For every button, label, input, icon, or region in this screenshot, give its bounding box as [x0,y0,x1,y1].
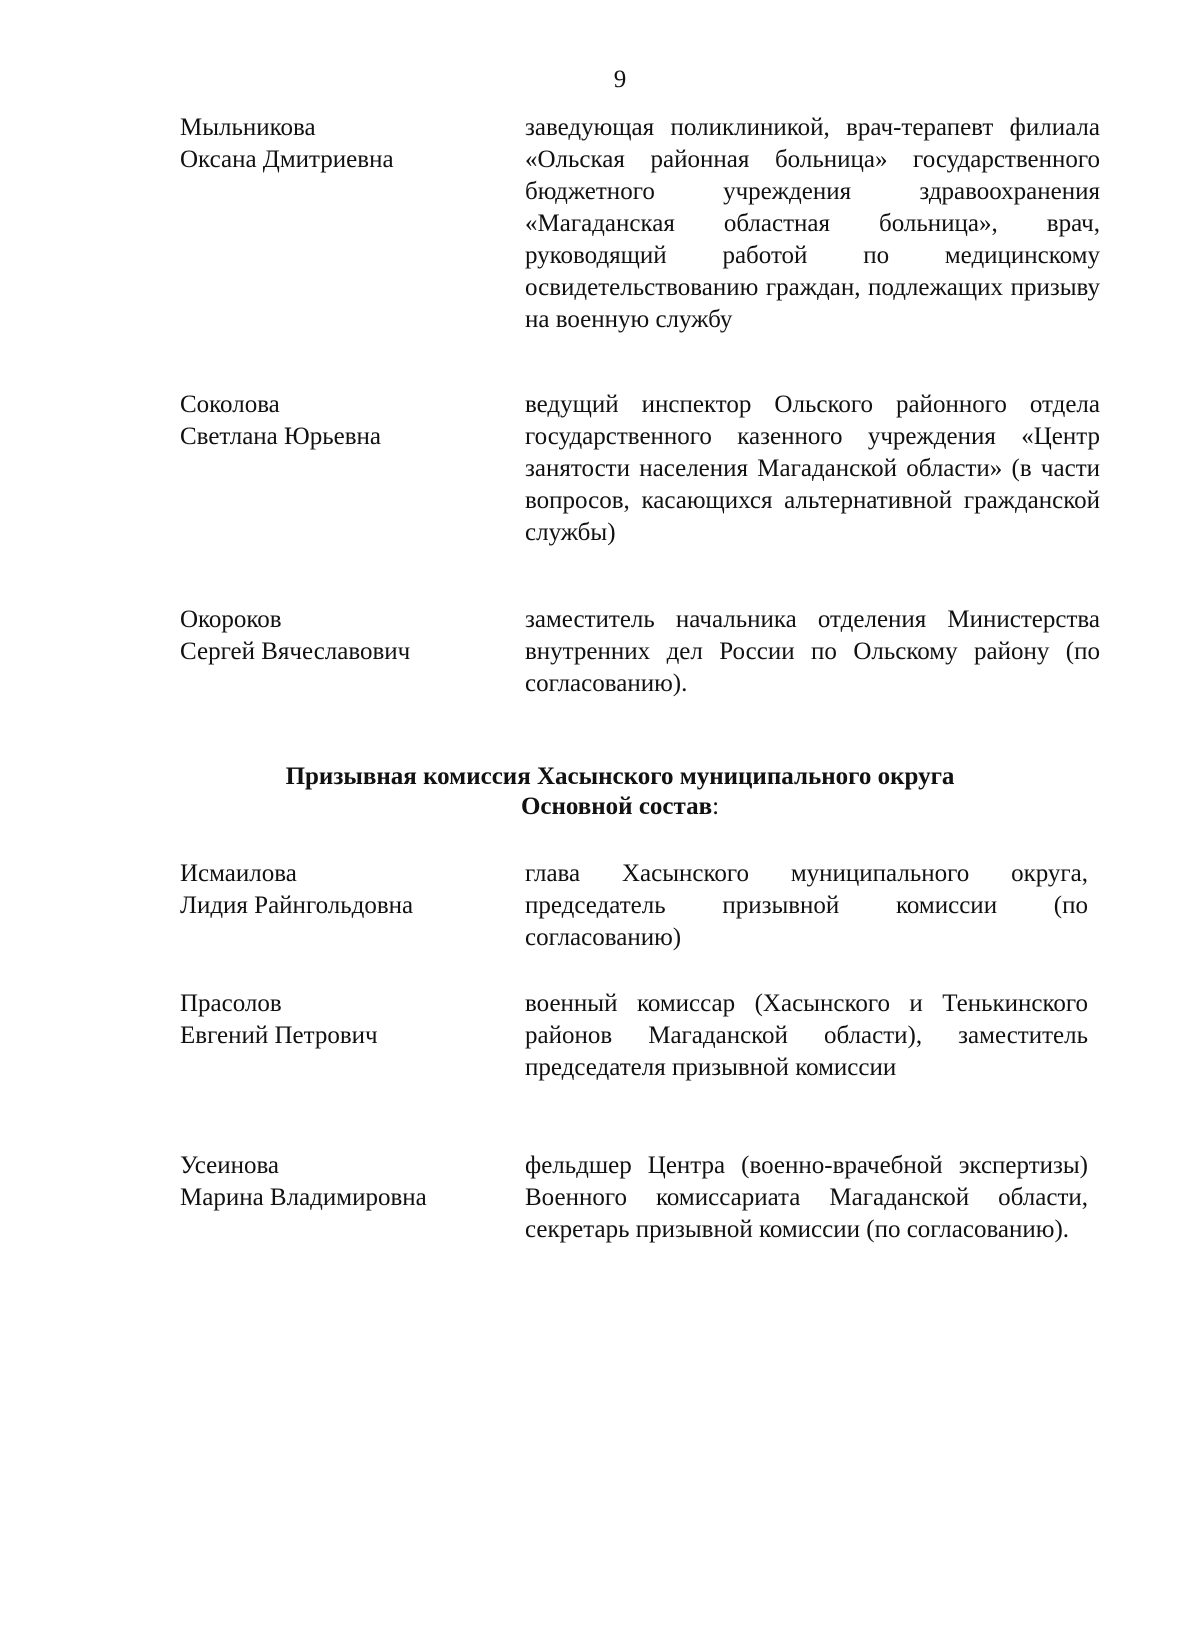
member-surname: Прасолов [180,990,282,1017]
page-number: 9 [613,66,627,93]
section-subtitle-colon: : [712,793,720,820]
section-heading [0,762,1200,822]
member-surname: Исмаилова [180,860,297,887]
member-entry [180,389,1100,549]
member-surname: Усеинова [180,1152,280,1179]
member-position: глава Хасынского муниципального округа, председатель призывной комиссии (по согласованию) [525,860,1088,951]
member-position: заведующая поликлиникой, врач-терапевт филиала «Ольская районная больница» государственного бюджетного учреждения здравоохранения «Магаданская областная больница», врач, руководящий работой по медицинскому освидетельствованию граждан, подлежащих призыву на военную службу [525,114,1100,333]
member-position: фельдшер Центра (военно-врачебной экспертизы) Военного комиссариата Магаданской области, секретарь призывной комиссии (по согласованию). [525,1152,1088,1243]
member-surname: Мыльникова [180,114,316,141]
member-given-names: Евгений Петрович [180,1022,378,1049]
member-name [180,858,525,954]
section-title: Призывная комиссия Хасынского муниципального округа [285,763,955,790]
member-entry [180,112,1100,336]
member-name [180,389,525,549]
member-entry [180,988,1100,1084]
member-given-names: Оксана Дмитриевна [180,146,394,173]
member-name [180,988,525,1084]
member-given-names: Светлана Юрьевна [180,423,382,450]
member-name [180,604,525,700]
member-name [180,1150,525,1246]
member-entry [180,604,1100,700]
member-position: военный комиссар (Хасынского и Тенькинского районов Магаданской области), заместитель председателя призывной комиссии [525,990,1088,1081]
section-subtitle-text: Основной состав [520,793,713,820]
member-given-names: Сергей Вячеславович [180,638,411,665]
member-surname: Соколова [180,391,280,418]
member-position: ведущий инспектор Ольского районного отдела государственного казенного учреждения «Центр занятости населения Магаданской области» (в части вопросов, касающихся альтернативной гражданской службы) [525,391,1100,546]
member-given-names: Марина Владимировна [180,1184,427,1211]
member-given-names: Лидия Райнгольдовна [180,892,414,919]
member-name [180,112,525,336]
member-surname: Окороков [180,606,282,633]
member-position: заместитель начальника отделения Министерства внутренних дел России по Ольскому району (по согласованию). [525,606,1100,697]
section-subtitle [0,792,1200,822]
member-entry [180,1150,1100,1246]
member-entry [180,858,1100,954]
